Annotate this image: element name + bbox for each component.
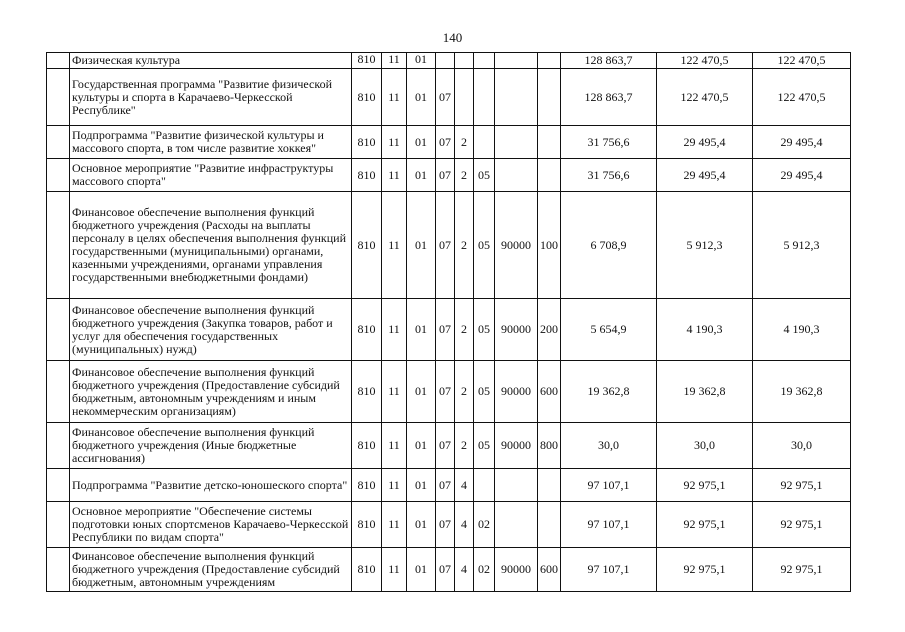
item-name: Финансовое обеспечение выполнения функций бюджетного учреждения (Иные бюджетные ассигнования) — [70, 423, 352, 469]
code-ministry: 810 — [352, 159, 382, 192]
code-subprogram — [455, 69, 474, 126]
row-margin-cell — [47, 423, 70, 469]
page-number: 140 — [442, 30, 463, 45]
row-margin-cell — [47, 126, 70, 159]
table-row — [47, 361, 851, 423]
amount-3: 30,0 — [753, 423, 851, 469]
amount-1: 31 756,6 — [561, 126, 657, 159]
amount-1: 97 107,1 — [561, 469, 657, 502]
code-expense-type — [538, 502, 561, 548]
row-margin-cell — [47, 69, 70, 126]
code-expense-type: 600 — [538, 548, 561, 592]
table-row — [47, 192, 851, 299]
code-subsection: 01 — [407, 192, 436, 299]
code-program: 07 — [436, 159, 455, 192]
item-name: Финансовое обеспечение выполнения функций бюджетного учреждения (Расходы на выплаты персоналу в целях обеспечения выполнения функций государственными (муниципальными) органами, казенными учреждениями, органами управления государственными внебюджетными фондами) — [70, 192, 352, 299]
code-program: 07 — [436, 69, 455, 126]
code-expense-type — [538, 159, 561, 192]
code-subsection: 01 — [407, 69, 436, 126]
amount-3: 92 975,1 — [753, 469, 851, 502]
table-row — [47, 469, 851, 502]
code-event — [474, 126, 495, 159]
code-subprogram: 2 — [455, 299, 474, 361]
code-subsection: 01 — [407, 53, 436, 69]
amount-1: 30,0 — [561, 423, 657, 469]
code-ministry: 810 — [352, 423, 382, 469]
amount-3: 29 495,4 — [753, 159, 851, 192]
code-expense-type: 100 — [538, 192, 561, 299]
code-direction — [495, 126, 538, 159]
amount-1: 128 863,7 — [561, 53, 657, 69]
code-expense-type — [538, 69, 561, 126]
code-event: 05 — [474, 423, 495, 469]
code-ministry: 810 — [352, 469, 382, 502]
item-name: Физическая культура — [70, 53, 352, 69]
amount-1: 5 654,9 — [561, 299, 657, 361]
code-program: 07 — [436, 502, 455, 548]
code-section: 11 — [382, 53, 407, 69]
code-program: 07 — [436, 126, 455, 159]
row-margin-cell — [47, 469, 70, 502]
code-expense-type: 600 — [538, 361, 561, 423]
code-section: 11 — [382, 361, 407, 423]
code-section: 11 — [382, 69, 407, 126]
code-ministry: 810 — [352, 192, 382, 299]
code-program: 07 — [436, 192, 455, 299]
row-margin-cell — [47, 53, 70, 69]
table-row — [47, 126, 851, 159]
amount-1: 128 863,7 — [561, 69, 657, 126]
code-program: 07 — [436, 299, 455, 361]
code-event: 05 — [474, 361, 495, 423]
code-subprogram: 2 — [455, 361, 474, 423]
code-subprogram: 4 — [455, 469, 474, 502]
row-margin-cell — [47, 548, 70, 592]
code-program: 07 — [436, 423, 455, 469]
code-event: 05 — [474, 299, 495, 361]
amount-1: 31 756,6 — [561, 159, 657, 192]
budget-table — [46, 52, 851, 592]
code-direction — [495, 159, 538, 192]
amount-2: 19 362,8 — [657, 361, 753, 423]
code-expense-type — [538, 126, 561, 159]
amount-2: 92 975,1 — [657, 502, 753, 548]
table-row — [47, 502, 851, 548]
amount-2: 5 912,3 — [657, 192, 753, 299]
row-margin-cell — [47, 159, 70, 192]
amount-3: 92 975,1 — [753, 548, 851, 592]
code-subprogram: 2 — [455, 192, 474, 299]
code-section: 11 — [382, 299, 407, 361]
code-direction — [495, 502, 538, 548]
amount-3: 29 495,4 — [753, 126, 851, 159]
amount-2: 29 495,4 — [657, 159, 753, 192]
code-event: 02 — [474, 502, 495, 548]
item-name: Подпрограмма "Развитие физической культуры и массового спорта, в том числе развитие хоккея" — [70, 126, 352, 159]
item-name: Финансовое обеспечение выполнения функций бюджетного учреждения (Закупка товаров, работ и услуг для обеспечения государственных (муниципальных) нужд) — [70, 299, 352, 361]
row-margin-cell — [47, 192, 70, 299]
code-subprogram: 4 — [455, 502, 474, 548]
code-subprogram: 2 — [455, 423, 474, 469]
item-name: Основное мероприятие "Обеспечение системы подготовки юных спортсменов Карачаево-Черкесской Республики по видам спорта" — [70, 502, 352, 548]
code-ministry: 810 — [352, 502, 382, 548]
item-name: Основное мероприятие "Развитие инфраструктуры массового спорта" — [70, 159, 352, 192]
table-row — [47, 53, 851, 69]
amount-2: 92 975,1 — [657, 469, 753, 502]
code-ministry: 810 — [352, 361, 382, 423]
row-margin-cell — [47, 299, 70, 361]
code-expense-type — [538, 469, 561, 502]
amount-2: 122 470,5 — [657, 53, 753, 69]
item-name: Финансовое обеспечение выполнения функций бюджетного учреждения (Предоставление субсидий бюджетным, автономным учреждениям — [70, 548, 352, 592]
code-program — [436, 53, 455, 69]
code-subprogram: 4 — [455, 548, 474, 592]
code-event — [474, 53, 495, 69]
code-subsection: 01 — [407, 469, 436, 502]
code-subsection: 01 — [407, 126, 436, 159]
code-event: 05 — [474, 159, 495, 192]
code-expense-type — [538, 53, 561, 69]
table-row — [47, 69, 851, 126]
code-subprogram — [455, 53, 474, 69]
amount-3: 92 975,1 — [753, 502, 851, 548]
code-direction — [495, 53, 538, 69]
code-subsection: 01 — [407, 548, 436, 592]
code-program: 07 — [436, 548, 455, 592]
code-event: 05 — [474, 192, 495, 299]
code-ministry: 810 — [352, 299, 382, 361]
code-section: 11 — [382, 502, 407, 548]
amount-3: 5 912,3 — [753, 192, 851, 299]
amount-1: 97 107,1 — [561, 502, 657, 548]
code-subsection: 01 — [407, 299, 436, 361]
item-name: Финансовое обеспечение выполнения функций бюджетного учреждения (Предоставление субсидий бюджетным, автономным учреждениям и иным некоммерческим организациям) — [70, 361, 352, 423]
amount-3: 122 470,5 — [753, 53, 851, 69]
table-row — [47, 548, 851, 592]
code-expense-type: 800 — [538, 423, 561, 469]
amount-2: 4 190,3 — [657, 299, 753, 361]
table-row — [47, 159, 851, 192]
code-section: 11 — [382, 548, 407, 592]
amount-2: 122 470,5 — [657, 69, 753, 126]
code-event — [474, 69, 495, 126]
code-event — [474, 469, 495, 502]
row-margin-cell — [47, 361, 70, 423]
code-section: 11 — [382, 423, 407, 469]
item-name: Подпрограмма "Развитие детско-юношеского спорта" — [70, 469, 352, 502]
code-ministry: 810 — [352, 126, 382, 159]
code-direction: 90000 — [495, 299, 538, 361]
amount-1: 19 362,8 — [561, 361, 657, 423]
amount-1: 6 708,9 — [561, 192, 657, 299]
table-row — [47, 423, 851, 469]
code-subsection: 01 — [407, 159, 436, 192]
code-program: 07 — [436, 361, 455, 423]
row-margin-cell — [47, 502, 70, 548]
code-section: 11 — [382, 192, 407, 299]
amount-3: 122 470,5 — [753, 69, 851, 126]
code-subprogram: 2 — [455, 159, 474, 192]
code-expense-type: 200 — [538, 299, 561, 361]
code-program: 07 — [436, 469, 455, 502]
code-direction: 90000 — [495, 361, 538, 423]
code-direction — [495, 69, 538, 126]
code-direction: 90000 — [495, 548, 538, 592]
code-section: 11 — [382, 469, 407, 502]
code-section: 11 — [382, 159, 407, 192]
code-direction — [495, 469, 538, 502]
code-direction: 90000 — [495, 423, 538, 469]
code-ministry: 810 — [352, 69, 382, 126]
code-subprogram: 2 — [455, 126, 474, 159]
amount-3: 4 190,3 — [753, 299, 851, 361]
amount-2: 92 975,1 — [657, 548, 753, 592]
amount-2: 29 495,4 — [657, 126, 753, 159]
code-event: 02 — [474, 548, 495, 592]
code-ministry: 810 — [352, 53, 382, 69]
code-subsection: 01 — [407, 502, 436, 548]
amount-2: 30,0 — [657, 423, 753, 469]
table-row — [47, 299, 851, 361]
code-subsection: 01 — [407, 423, 436, 469]
amount-3: 19 362,8 — [753, 361, 851, 423]
amount-1: 97 107,1 — [561, 548, 657, 592]
code-subsection: 01 — [407, 361, 436, 423]
code-section: 11 — [382, 126, 407, 159]
item-name: Государственная программа "Развитие физической культуры и спорта в Карачаево-Черкесской Республике" — [70, 69, 352, 126]
code-ministry: 810 — [352, 548, 382, 592]
code-direction: 90000 — [495, 192, 538, 299]
